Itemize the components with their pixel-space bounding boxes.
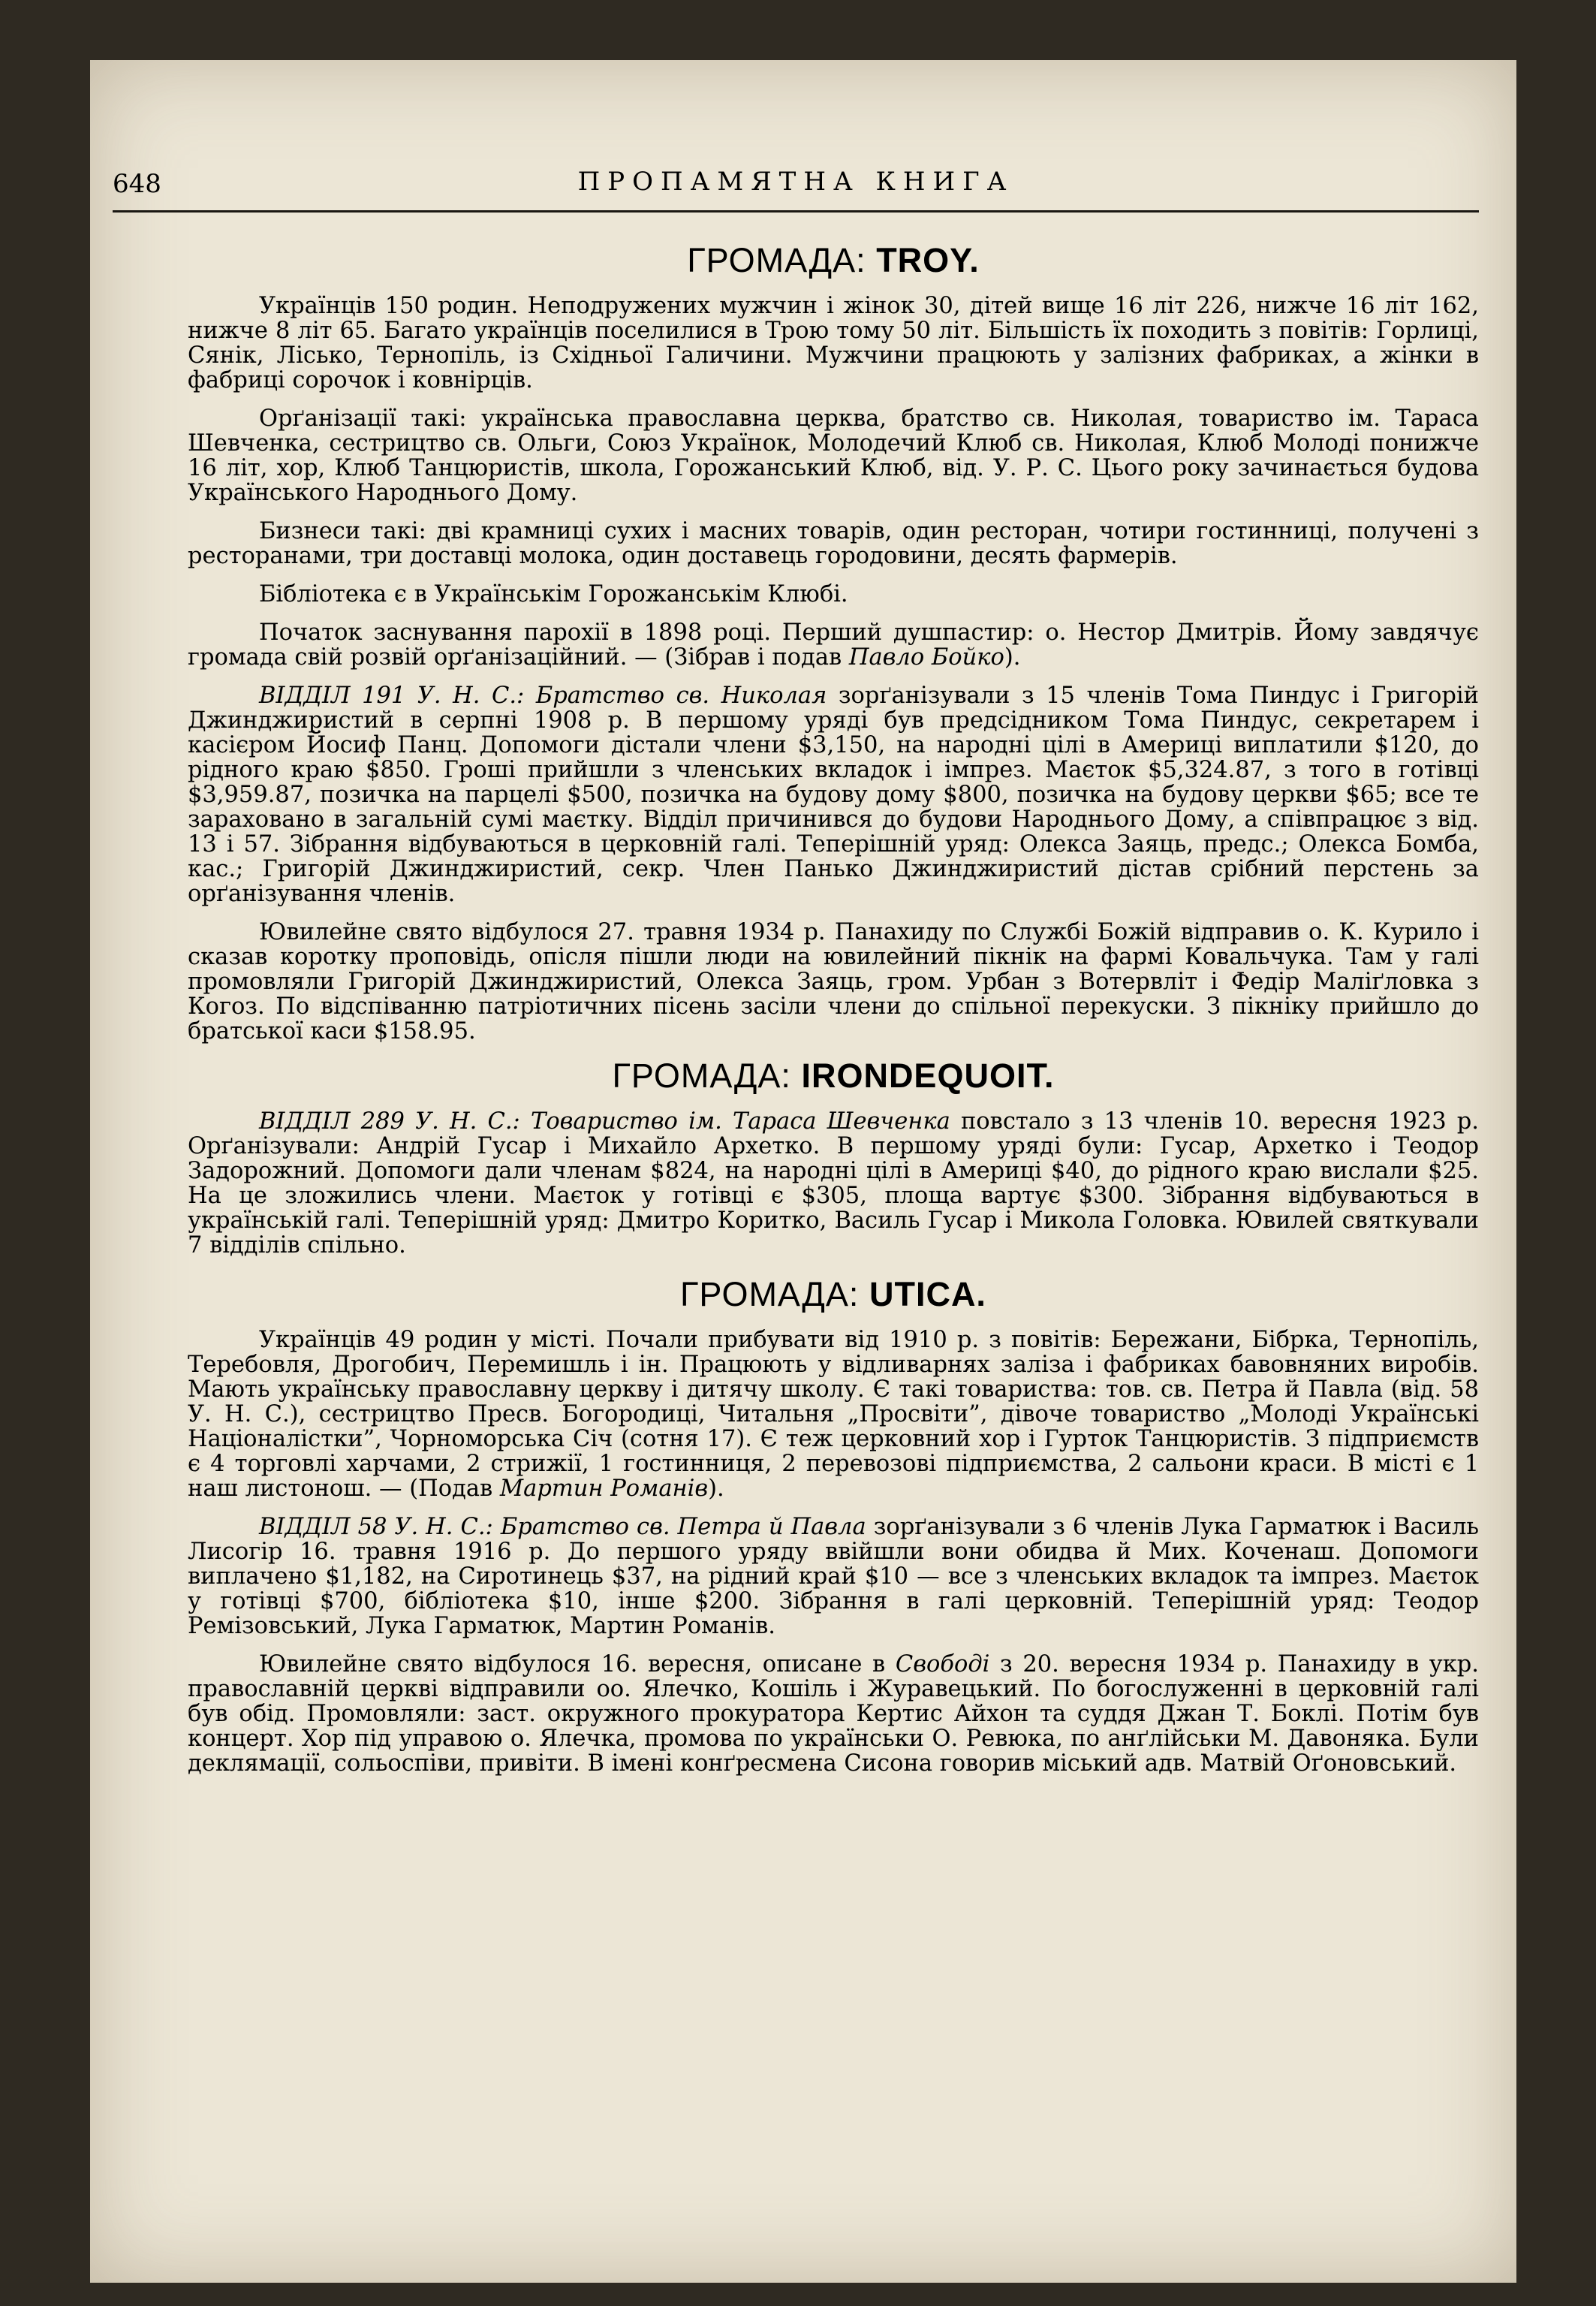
- paragraph-end: ).: [1004, 644, 1021, 671]
- paragraph: [188, 620, 1479, 670]
- heading-prefix: ГРОМАДА:: [680, 1275, 860, 1313]
- paragraph: Ювилейне свято відбулося 27. травня 1934 р. Панахиду по Службі Божій відправив о. К. Курило і сказав коротку проповідь, опісля пішли люди на ювилейний пікнік на фармі Ковальчука. Там у галі промовляли Григорій Джинджиристий, Олекса Заяць, гром. Урбан з Вотервліт і Федір Маліґловка з Когоз. По відспіванню патріотичних пісень засіли члени до спільної перекуски. З пікніку прийшло до братської каси $158.95.: [188, 919, 1479, 1044]
- running-header: [113, 105, 1479, 213]
- branch-lead: ВІДДІЛ 58 У. Н. С.: Братство св. Петра й Павла: [259, 1514, 866, 1540]
- book-title: ПРОПАМЯТНА КНИГА: [577, 167, 1014, 197]
- paragraph: Українців 150 родин. Неподружених мужчин і жінок 30, дітей вище 16 літ 226, нижче 16 літ 162, нижче 8 літ 65. Багато українців поселилися в Трою тому 50 літ. Більшість їх походить з повітів: Горлиці, Сянік, Лісько, Тернопіль, із Східньої Галичини. Мужчини працюють у залізних фабриках, а жінки в фабриці сорочок і ковнірців.: [188, 293, 1479, 393]
- paragraph-text: Початок заснування парохії в 1898 році. Перший душпастир: о. Нестор Дмитрів. Йому завдячує громада свій розвій орґанізаційний. — (Зібрав і подав: [188, 619, 1479, 671]
- branch-lead: ВІДДІЛ 191 У. Н. С.: Братство св. Николая: [259, 683, 827, 709]
- paragraph-text: Ювилейне свято відбулося 16. вересня, описане в: [259, 1651, 896, 1678]
- heading-prefix: ГРОМАДА:: [687, 241, 866, 279]
- section-heading-irondequoit: [188, 1057, 1479, 1095]
- section-heading-troy: [188, 241, 1479, 279]
- paragraph: [188, 1652, 1479, 1776]
- heading-prefix: ГРОМАДА:: [612, 1057, 791, 1095]
- heading-city: TROY.: [876, 241, 980, 279]
- paragraph: [188, 1515, 1479, 1638]
- author-name: Павло Бойко: [848, 644, 1004, 671]
- heading-city: UTICA.: [869, 1275, 986, 1313]
- paragraph-text: повстало з 13 членів 10. вересня 1923 р. Орґанізували: Андрій Гусар і Михайло Архетко. В першому уряді були: Гусар, Архетко і Теодор Задорожний. Допомоги дали членам $824, на народні цілі в Америці $40, до рідного краю вислали $25. На це зложились члени. Маєток у готівці є $305, площа вартує $300. Зібрання відбуваються в українській галі. Теперішній уряд: Дмитро Коритко, Василь Гусар і Микола Головка. Ювилей святкували 7 відділів спільно.: [188, 1108, 1479, 1259]
- paragraph: [188, 683, 1479, 906]
- paragraph: [188, 1328, 1479, 1501]
- paragraph-text: з 20. вересня 1934 р. Панахиду в укр. православній церкві відправили оо. Ялечко, Кошіль і Журавецький. По богослуженні в церковній галі був обід. Промовляли: заст. окружного прокуратора Кертис Айхон та суддя Джан Т. Боклі. Потім був концерт. Хор під управою о. Ялечка, промова по українськи О. Ревюка, по анґлійськи М. Давоняка. Були деклямації, сольоспіви, привіти. В імені конґресмена Сисона говорив міський адв. Матвій Оґоновський.: [188, 1651, 1479, 1777]
- page-body: [188, 241, 1479, 1789]
- paragraph: [188, 1109, 1479, 1258]
- paragraph: Орґанізації такі: українська православна церква, братство св. Николая, товариство ім. Тараса Шевченка, сестрицтво св. Ольги, Союз Українок, Молодечий Клюб св. Николая, Клюб Молоді понижче 16 літ, хор, Клюб Танцюристів, школа, Горожанський Клюб, від. У. Р. С. Цього року зачинається будова Українського Народнього Дому.: [188, 405, 1479, 506]
- heading-city: IRONDEQUOIT.: [801, 1057, 1055, 1095]
- author-name: Мартин Романів: [499, 1476, 709, 1502]
- paragraph: Бизнеси такі: дві крамниці сухих і масних товарів, один ресторан, чотири гостинниці, получені з ресторанами, три доставці молока, один доставець городовини, десять фармерів.: [188, 518, 1479, 569]
- page-number: 648: [113, 169, 161, 199]
- paragraph-text: Українців 49 родин у місті. Почали прибувати від 1910 р. з повітів: Бережани, Бібрка, Тернопіль, Теребовля, Дрогобич, Перемишль і ін. Працюють у відливарнях заліза і фабриках бавовняних виробів. Мають українську православну церкву і дитячу школу. Є такі товариства: тов. св. Петра й Павла (від. 58 У. Н. С.), сестрицтво Пресв. Богородиці, Читальня „Просвіти”, дівоче товариство „Молоді Українські Націоналістки”, Чорноморська Січ (сотня 17). Є теж церковний хор і Гурток Танцюристів. З підприємств є 4 торговлі харчами, 2 стрижії, 1 гостинниця, 2 перевозові підприємства, 2 сальони краси. В місті є 1 наш листонош. — (Подав: [188, 1327, 1479, 1502]
- paragraph: Бібліотека є в Українськім Горожанськім Клюбі.: [259, 581, 848, 607]
- branch-lead: ВІДДІЛ 289 У. Н. С.: Товариство ім. Тараса Шевченка: [259, 1108, 950, 1135]
- newspaper-name: Свободі: [895, 1651, 990, 1678]
- paragraph-end: ).: [708, 1476, 724, 1502]
- paragraph-text: зорґанізували з 15 членів Тома Пиндус і Григорій Джинджиристий в серпні 1908 р. В першому уряді був предсідником Тома Пиндус, секретарем і касієром Йосиф Панц. Допомоги дістали члени $3,150, на народні цілі в Америці виплатили $120, до рідного краю $850. Гроші прийшли з членських вкладок і імпрез. Маєток $5,324.87, з того в готівці $3,959.87, позичка на парцелі $500, позичка на будову дому $800, позичка на будову церкви $65; все те зараховано в загальній сумі маєтку. Відділ причинився до будови Народнього Дому, а співпрацює з від. 13 і 57. Зібрання відбуваються в церковній галі. Теперішній уряд: Олекса Заяць, предс.; Олекса Бомба, кас.; Григорій Джинджиристий, секр. Член Панько Джинджиристий дістав срібний перстень за орґанізування членів.: [188, 683, 1479, 907]
- section-heading-utica: [188, 1275, 1479, 1313]
- paragraph-text: зорґанізували з 6 членів Лука Гарматюк і Василь Лисогір 16. травня 1916 р. До першого уряду ввійшли вони обидва й Мих. Коченаш. Допомоги виплачено $1,182, на Сиротинець $37, на рідний край $10 — все з членських вкладок та імпрез. Маєток у готівці $700, бібліотека $10, інше $200. Зібрання в галі церковній. Теперішній уряд: Теодор Ремізовський, Лука Гарматюк, Мартин Романів.: [188, 1514, 1479, 1639]
